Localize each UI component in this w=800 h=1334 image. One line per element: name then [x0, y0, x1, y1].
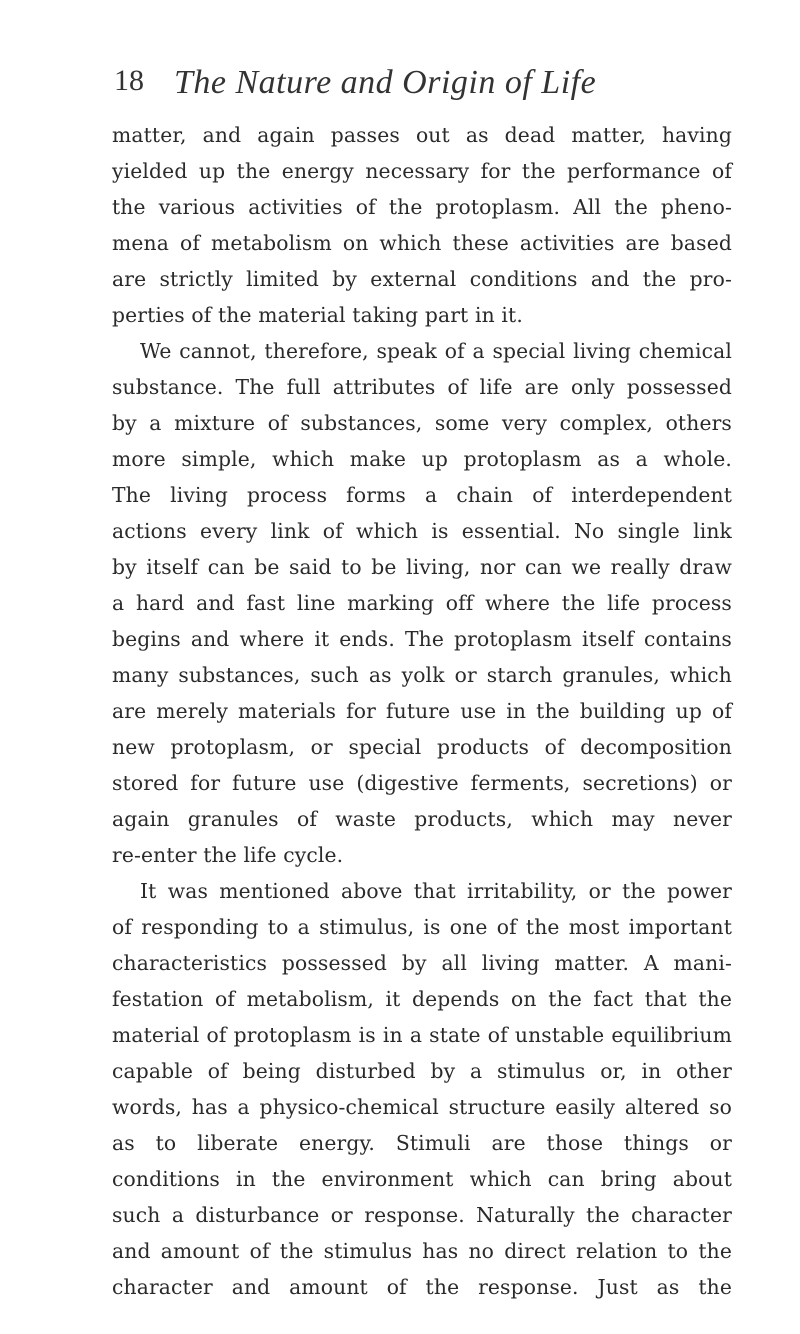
text-line: stored for future use (digestive ferments, secretions) or — [112, 771, 732, 795]
text-line: conditions in the environment which can bring about — [112, 1167, 732, 1191]
text-line: characteristics possessed by all living matter. A mani- — [112, 951, 732, 975]
text-line: of responding to a stimulus, is one of the most important — [112, 915, 732, 939]
text-line: many substances, such as yolk or starch granules, which — [112, 663, 732, 687]
text-line: more simple, which make up protoplasm as a whole. — [112, 447, 732, 471]
running-title: The Nature and Origin of Life — [174, 64, 597, 101]
text-line: are merely materials for future use in the building up of — [112, 699, 732, 723]
body-text — [112, 117, 732, 1305]
text-line: mena of metabolism on which these activities are based — [112, 231, 732, 255]
text-line: matter, and again passes out as dead matter, having — [112, 123, 732, 147]
text-line: words, has a physico-chemical structure easily altered so — [112, 1095, 732, 1119]
text-line: are strictly limited by external conditions and the pro- — [112, 267, 732, 291]
text-line: by itself can be said to be living, nor can we really draw — [112, 555, 732, 579]
page-number: 18 — [114, 64, 144, 97]
text-line: and amount of the stimulus has no direct relation to the — [112, 1239, 732, 1263]
text-line: by a mixture of substances, some very complex, others — [112, 411, 732, 435]
text-line: perties of the material taking part in it. — [112, 303, 523, 327]
text-line: It was mentioned above that irritability, or the power — [140, 879, 732, 903]
text-line: festation of metabolism, it depends on the fact that the — [112, 987, 732, 1011]
text-line: We cannot, therefore, speak of a special living chemical — [140, 339, 732, 363]
text-line: actions every link of which is essential. No single link — [112, 519, 732, 543]
running-head — [0, 64, 800, 104]
text-line: again granules of waste products, which may never — [112, 807, 732, 831]
text-line: a hard and fast line marking off where the life process — [112, 591, 732, 615]
text-line: as to liberate energy. Stimuli are those things or — [112, 1131, 732, 1155]
text-line: material of protoplasm is in a state of unstable equilibrium — [112, 1023, 732, 1047]
text-line: the various activities of the protoplasm. All the pheno- — [112, 195, 732, 219]
text-line: character and amount of the response. Just as the — [112, 1275, 732, 1299]
text-line: The living process forms a chain of interdependent — [112, 483, 732, 507]
text-line: new protoplasm, or special products of decomposition — [112, 735, 732, 759]
text-line: substance. The full attributes of life are only possessed — [112, 375, 732, 399]
text-line: capable of being disturbed by a stimulus or, in other — [112, 1059, 732, 1083]
text-line: yielded up the energy necessary for the performance of — [112, 159, 732, 183]
text-line: such a disturbance or response. Naturally the character — [112, 1203, 732, 1227]
text-line: re-enter the life cycle. — [112, 843, 344, 867]
text-line: begins and where it ends. The protoplasm itself contains — [112, 627, 732, 651]
